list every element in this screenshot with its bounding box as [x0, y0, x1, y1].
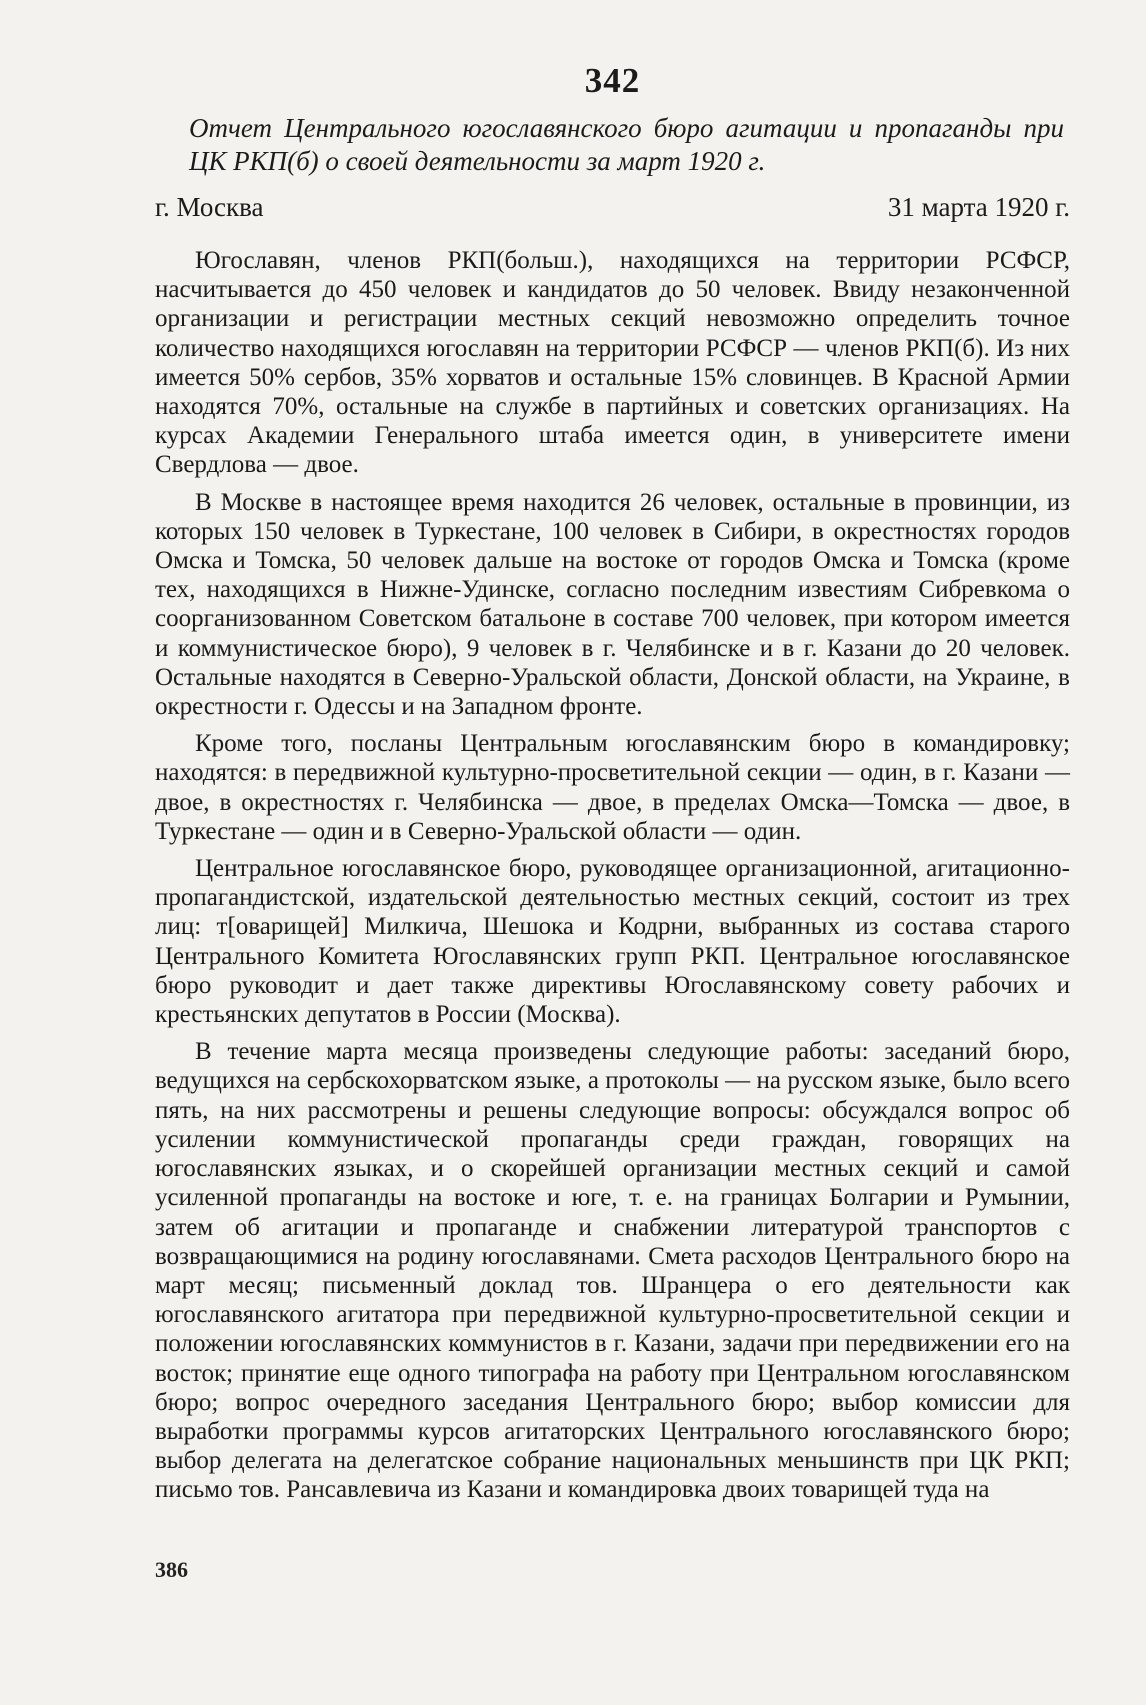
document-content — [155, 58, 1070, 1513]
paragraph: Югославян, членов РКП(больш.), находящихся на территории РСФСР, насчитывается до 450 человек и кандидатов до 50 человек. Ввиду незаконченной организации и регистрации местных секций невозможно определить точное количество находящихся югославян на территории РСФСР — членов РКП(б). Из них имеется 50% сербов, 35% хорватов и остальные 15% словинцев. В Красной Армии находятся 70%, остальные на службе в партийных и советских организациях. На курсах Академии Генерального штаба имеется один, в университете имени Свердлова — двое. — [155, 247, 1070, 479]
document-title: Отчет Центрального югославянского бюро агитации и пропаганды при ЦК РКП(б) о своей деятельности за март 1920 г. — [189, 113, 1064, 176]
paragraph: Кроме того, посланы Центральным югославянским бюро в командировку; находятся: в передвижной культурно-просветительной секции — один, в г. Казани — двое, в окрестностях г. Челябинска — двое, в пределах Омска—Томска — двое, в Туркестане — один и в Северно-Уральской области — один. — [155, 730, 1070, 845]
document-place: г. Москва — [155, 192, 264, 222]
document-date: 31 марта 1920 г. — [887, 192, 1070, 222]
paragraph: Центральное югославянское бюро, руководящее организационной, агитационно-пропагандистской, издательской деятельностью местных секций, состоит из трех лиц: т[оварищей] Милкича, Шешока и Кодрни, выбранных из состава старого Центрального Комитета Югославянских групп РКП. Центральное югославянское бюро руководит и дает также директивы Югославянскому совету рабочих и крестьянских депутатов в России (Москва). — [155, 855, 1070, 1029]
place-date-line — [155, 190, 1070, 224]
paragraph: В Москве в настоящее время находится 26 человек, остальные в провинции, из которых 150 человек в Туркестане, 100 человек в Сибири, в окрестностях городов Омска и Томска, 50 человек дальше на востоке от городов Омска и Томска (кроме тех, находящихся в Нижне-Удинске, согласно последним известиям Сибревкома о соорганизованном Советском батальоне в составе 700 человек, при котором имеется и коммунистическое бюро), 9 человек в г. Челябинске и в г. Казани до 20 человек. Остальные находятся в Северно-Уральской области, Донской области, на Украине, в окрестности г. Одессы и на Западном фронте. — [155, 488, 1070, 721]
document-number: 342 — [584, 61, 641, 100]
document-body — [155, 246, 1070, 1505]
page-number: 386 — [155, 1557, 188, 1582]
paragraph: В течение марта месяца произведены следующие работы: заседаний бюро, ведущихся на сербскохорватском языке, а протоколы — на русском языке, было всего пять, на них рассмотрены и решены следующие вопросы: обсуждался вопрос об усилении коммунистической пропаганды среди граждан, говорящих на югославянских языках, и о скорейшей организации местных секций и самой усиленной пропаганды на востоке и юге, т. е. на границах Болгарии и Румынии, затем об агитации и пропаганде и снабжении литературой транспортов с возвращающимися на родину югославянами. Смета расходов Центрального бюро на март месяц; письменный доклад тов. Шранцера о его деятельности как югославянского агитатора при передвижной культурно-просветительной секции и положении югославянских коммунистов в г. Казани, задачи при передвижении его на восток; принятие еще одного типографа на работу при Центральном югославянском бюро; вопрос очередного заседания Центрального бюро; выбор комиссии для выработки программы курсов агитаторских Центрального югославянского бюро; выбор делегата на делегатское собрание национальных меньшинств при ЦК РКП; письмо тов. Рансавлевича из Казани и командировка двоих товарищей туда на — [155, 1038, 1070, 1504]
